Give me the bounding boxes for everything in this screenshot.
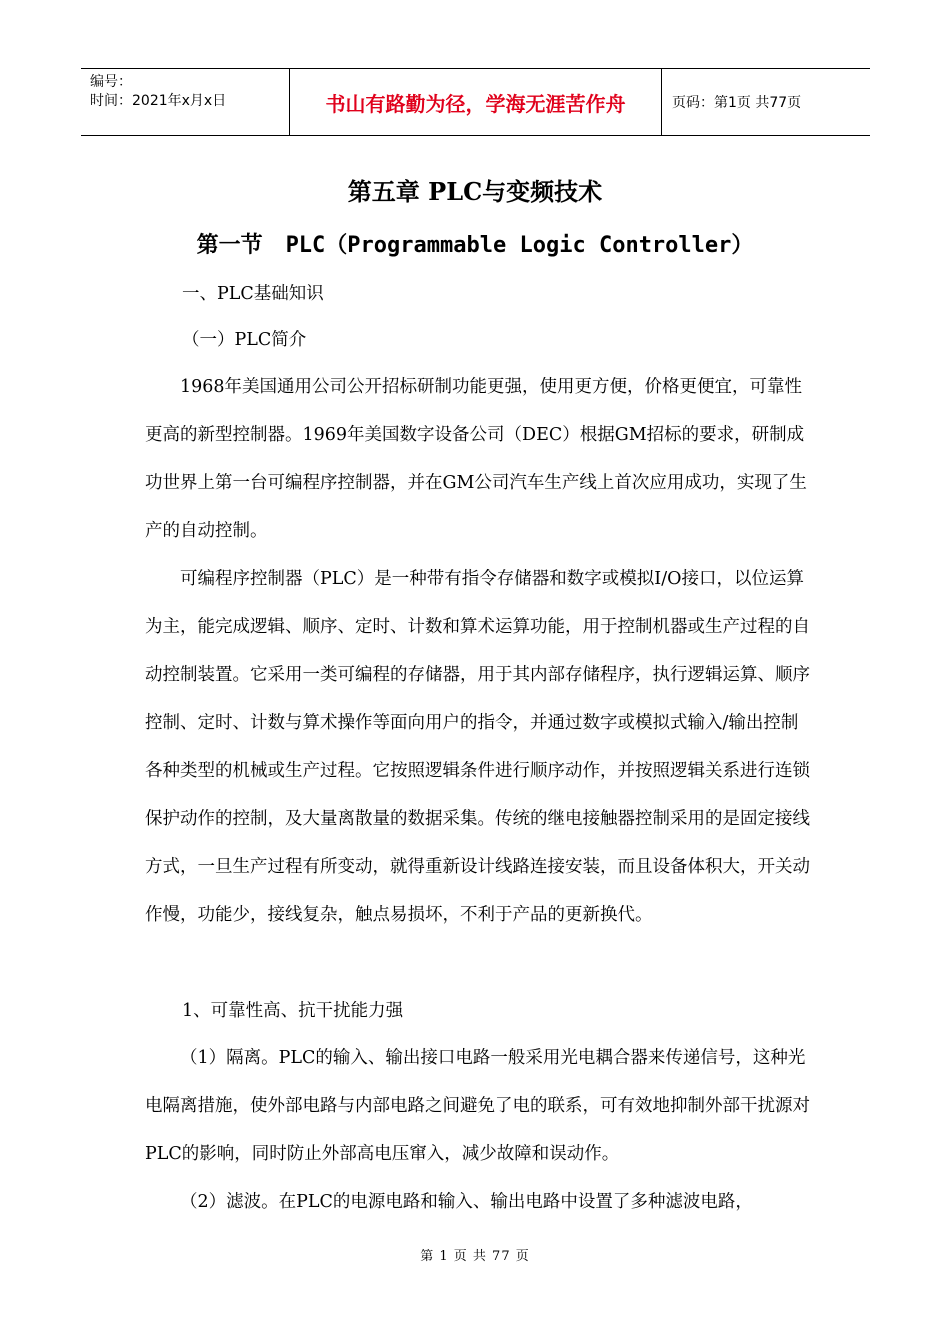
heading-plc-basics: 一、PLC基础知识: [182, 284, 324, 304]
paragraph-definition: 可编程序控制器（PLC）是一种带有指令存储器和数字或模拟I/O接口，以位运算为主，能完成逻辑、顺序、定时、计数和算术运算功能，用于控制机器或生产过程的自动控制装置。它采用一类可编程的存储器，用于其内部存储程序，执行逻辑运算、顺序控制、定时、计数与算术操作等面向用户的指令，并通过数字或模拟式输入/输出控制各种类型的机械或生产过程。它按照逻辑条件进行顺序动作，并按照逻辑关系进行连锁保护动作的控制，及大量离散量的数据采集。传统的继电接触器控制采用的是固定接线方式，一旦生产过程有所变动，就得重新设计线路连接安装，而且设备体积大，开关动作慢，功能少，接线复杂，触点易损坏，不利于产品的更新换代。: [145, 569, 810, 925]
page-footer: 第 1 页 共 77 页: [420, 1249, 530, 1264]
paragraph-isolation: （1）隔离。PLC的输入、输出接口电路一般采用光电耦合器来传递信号，这种光电隔离措施，使外部电路与内部电路之间避免了电的联系，可有效地抑制外部干扰源对PLC的影响，同时防止外部高电压窜入，减少故障和误动作。: [145, 1048, 810, 1164]
header-meta: [81, 69, 290, 136]
date-line: 时间：2021年x月x日: [90, 93, 227, 109]
header-motto: 书山有路勤为径，学海无涯苦作舟: [290, 69, 662, 136]
heading-plc-intro: （一）PLC简介: [182, 330, 307, 350]
header-page-info: 页码：第1页 共77页: [662, 69, 871, 136]
chapter-title: 第五章 PLC与变频技术: [347, 177, 603, 206]
serial-label: 编号：: [90, 74, 132, 90]
section-title-prefix: 第一节: [196, 232, 263, 258]
section-title-body: PLC（Programmable Logic Controller）: [285, 233, 754, 258]
paragraph-filtering: （2）滤波。在PLC的电源电路和输入、输出电路中设置了多种滤波电路，: [180, 1192, 753, 1212]
header-table: [81, 68, 870, 136]
heading-reliability: 1、可靠性高、抗干扰能力强: [182, 1001, 404, 1021]
section-title: [0, 228, 950, 259]
paragraph-history: 1968年美国通用公司公开招标研制功能更强，使用更方便，价格更便宜，可靠性更高的新型控制器。1969年美国数字设备公司（DEC）根据GM招标的要求，研制成功世界上第一台可编程序控制器，并在GM公司汽车生产线上首次应用成功，实现了生产的自动控制。: [145, 377, 807, 541]
